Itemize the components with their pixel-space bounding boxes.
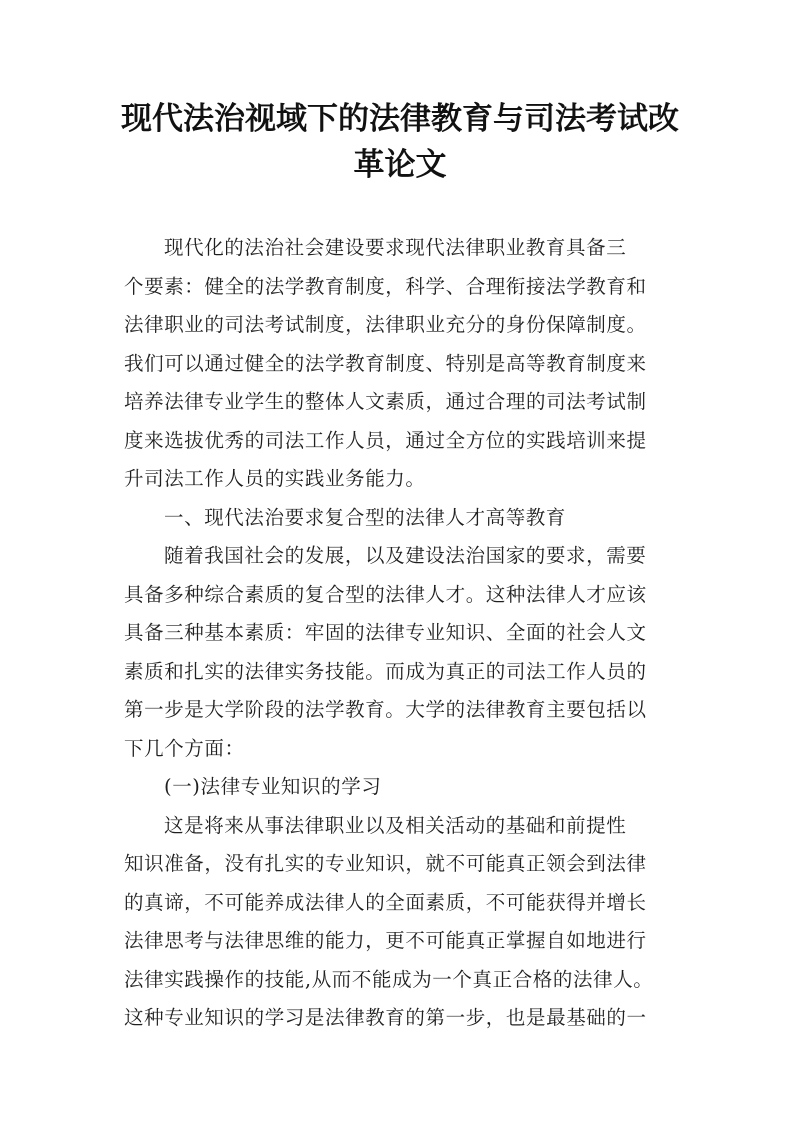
text-line: 这是将来从事法律职业以及相关活动的基础和前提性 [164, 813, 627, 837]
text-line: 知识准备，没有扎实的专业知识，就不可能真正领会到法律 [124, 852, 647, 875]
text-line: (一)法律专业知识的学习 [164, 775, 382, 798]
text-line: 现代化的法治社会建设要求现代法律职业教育具备三 [164, 236, 627, 259]
text-line: 培养法律专业学生的整体人文素质，通过合理的司法考试制 [124, 390, 647, 413]
text-line: 的真谛，不可能养成法律人的全面素质，不可能获得并增长 [124, 890, 647, 914]
text-line: 素质和扎实的法律实务技能。而成为真正的司法工作人员的 [124, 659, 647, 683]
text-line: 第一步是大学阶段的法学教育。大学的法律教育主要包括以 [124, 698, 647, 721]
text-line: 随着我国社会的发展，以及建设法治国家的要求，需要 [164, 544, 647, 567]
text-line: 个要素：健全的法学教育制度，科学、合理衔接法学教育和 [124, 274, 647, 298]
title-line: 革论文 [353, 147, 447, 183]
text-line: 一、现代法治要求复合型的法律人才高等教育 [164, 505, 567, 529]
text-line: 这种专业知识的学习是法律教育的第一步，也是最基础的一 [124, 1006, 647, 1029]
title-line: 现代法治视域下的法律教育与司法考试改 [121, 101, 679, 137]
text-line: 法律实践操作的技能,从而不能成为一个真正合格的法律人。 [124, 967, 654, 991]
text-line: 具备三种基本素质：牢固的法律专业知识、全面的社会人文 [124, 621, 647, 644]
text-line: 具备多种综合素质的复合型的法律人才。这种法律人才应该 [124, 582, 647, 606]
text-line: 度来选拔优秀的司法工作人员，通过全方位的实践培训来提 [124, 428, 647, 452]
text-line: 法律思考与法律思维的能力，更不可能真正掌握自如地进行 [124, 929, 647, 952]
text-line: 法律职业的司法考试制度，法律职业充分的身份保障制度。 [124, 313, 647, 336]
text-line: 下几个方面： [124, 736, 245, 760]
text-line: 我们可以通过健全的法学教育制度、特别是高等教育制度来 [124, 351, 647, 375]
document-body [124, 229, 684, 1038]
text-line: 升司法工作人员的实践业务能力。 [124, 467, 426, 490]
document-title [100, 96, 700, 188]
